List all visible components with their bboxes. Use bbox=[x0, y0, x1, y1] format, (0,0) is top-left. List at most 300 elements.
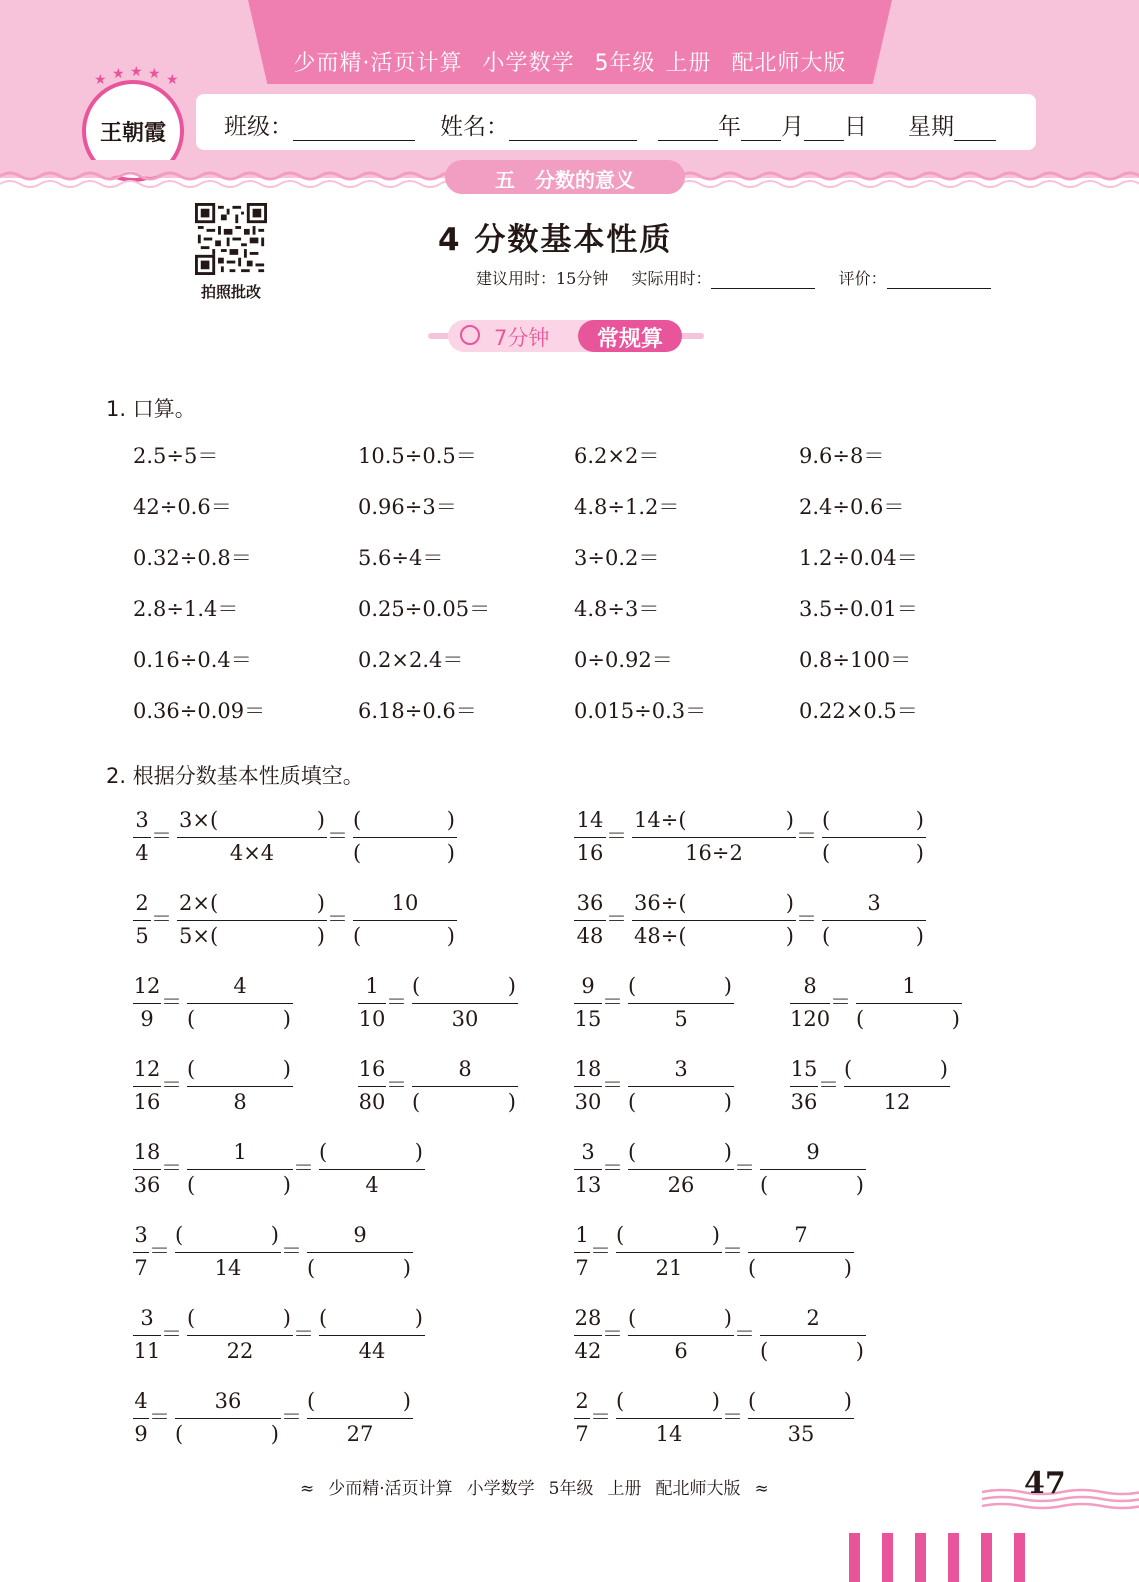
oral-item: 1.2÷0.04＝ bbox=[799, 546, 918, 570]
class-label: 班级： bbox=[224, 114, 293, 140]
fraction-bar bbox=[353, 920, 457, 921]
equals-sign: ＝ bbox=[327, 907, 348, 931]
blank-fraction[interactable] bbox=[822, 889, 926, 955]
given-fraction bbox=[574, 1221, 590, 1287]
answer-blank-open[interactable]: ( bbox=[187, 1173, 196, 1197]
answer-blank-open[interactable]: ( bbox=[187, 1057, 196, 1081]
answer-blank-open[interactable]: ( bbox=[748, 1256, 757, 1280]
numerator: 4 bbox=[233, 974, 247, 998]
oral-item: 0.8÷100＝ bbox=[799, 648, 912, 672]
fraction-bar bbox=[760, 1169, 866, 1170]
answer-blank-close: ) bbox=[723, 1306, 732, 1330]
answer-blank-close: ) bbox=[270, 1223, 279, 1247]
blank-fraction[interactable] bbox=[319, 1138, 425, 1204]
footer-item: 小学数学 bbox=[466, 1479, 535, 1499]
numerator: 28 bbox=[574, 1306, 602, 1330]
given-fraction bbox=[133, 1221, 149, 1287]
class-field[interactable] bbox=[224, 108, 415, 141]
denominator: 7 bbox=[575, 1422, 589, 1446]
given-fraction bbox=[574, 806, 606, 872]
given-fraction bbox=[574, 1055, 602, 1121]
answer-blank-close: ) bbox=[402, 1389, 411, 1413]
fraction-bar bbox=[748, 1252, 854, 1253]
answer-blank-open[interactable]: ( bbox=[307, 1256, 316, 1280]
blank-fraction[interactable] bbox=[307, 1387, 413, 1453]
star-icon: ★ bbox=[148, 66, 161, 82]
weekday-label: 星期 bbox=[908, 114, 954, 140]
answer-blank-close: ) bbox=[270, 1422, 279, 1446]
blank-fraction[interactable] bbox=[187, 1304, 293, 1370]
weekday-blank[interactable] bbox=[954, 118, 996, 141]
name-field[interactable] bbox=[440, 108, 637, 141]
blank-fraction[interactable] bbox=[628, 1138, 734, 1204]
equals-sign: ＝ bbox=[386, 1073, 407, 1097]
oral-item: 0.36÷0.09＝ bbox=[133, 699, 266, 723]
answer-blank-open[interactable]: ( bbox=[187, 1007, 196, 1031]
blank-fraction[interactable] bbox=[175, 1387, 281, 1453]
numerator: 8 bbox=[458, 1057, 472, 1081]
fraction-bar bbox=[133, 1335, 161, 1336]
denominator: 36 bbox=[790, 1090, 818, 1114]
equals-sign: ＝ bbox=[293, 1322, 314, 1346]
equals-sign: ＝ bbox=[281, 1405, 302, 1429]
name-blank[interactable] bbox=[509, 118, 637, 141]
denominator: 36 bbox=[133, 1173, 161, 1197]
fraction-bar bbox=[319, 1335, 425, 1336]
denominator: 5 bbox=[674, 1007, 688, 1031]
page-number: 47 bbox=[1024, 1466, 1066, 1501]
fraction-bar bbox=[574, 920, 606, 921]
given-fraction bbox=[133, 972, 161, 1038]
numerator: 36 bbox=[214, 1389, 242, 1413]
blank-fraction[interactable] bbox=[628, 1304, 734, 1370]
denominator: 4 bbox=[365, 1173, 379, 1197]
fraction-bar bbox=[177, 837, 327, 838]
oral-item: 4.8÷3＝ bbox=[574, 597, 660, 621]
blank-fraction[interactable] bbox=[319, 1304, 425, 1370]
numerator: 3 bbox=[581, 1140, 595, 1164]
numerator: 4 bbox=[134, 1389, 148, 1413]
answer-blank-open[interactable]: 5×( bbox=[179, 924, 219, 948]
fraction-bar bbox=[574, 1418, 590, 1419]
unit-heading bbox=[445, 164, 685, 193]
oral-item: 42÷0.6＝ bbox=[133, 495, 232, 519]
banner-item: 上册 bbox=[665, 51, 712, 76]
star-icon: ★ bbox=[130, 64, 143, 80]
equals-sign: ＝ bbox=[606, 907, 627, 931]
oral-item: 10.5÷0.5＝ bbox=[358, 444, 477, 468]
answer-blank-close: ) bbox=[711, 1389, 720, 1413]
denominator: 9 bbox=[140, 1007, 154, 1031]
blank-fraction[interactable] bbox=[844, 1055, 950, 1121]
blank-fraction[interactable] bbox=[177, 806, 327, 872]
equals-sign: ＝ bbox=[734, 1322, 755, 1346]
denominator: 120 bbox=[790, 1007, 831, 1031]
numerator: 1 bbox=[365, 974, 379, 998]
equals-sign: ＝ bbox=[161, 1322, 182, 1346]
series-banner-text bbox=[248, 46, 892, 77]
given-fraction bbox=[133, 889, 151, 955]
fraction-bar bbox=[133, 1252, 149, 1253]
answer-blank-open[interactable]: ( bbox=[822, 924, 831, 948]
denominator: 80 bbox=[358, 1090, 386, 1114]
denominator: 16 bbox=[576, 841, 604, 865]
clock-icon bbox=[460, 325, 480, 345]
fraction-bar bbox=[822, 920, 926, 921]
answer-blank-close: ) bbox=[282, 1057, 291, 1081]
answer-blank-open[interactable]: ( bbox=[319, 1140, 328, 1164]
answer-blank-close: ) bbox=[414, 1306, 423, 1330]
given-fraction bbox=[574, 1304, 602, 1370]
answer-blank-open[interactable]: ( bbox=[187, 1306, 196, 1330]
blank-fraction[interactable] bbox=[412, 1055, 518, 1121]
answer-blank-open[interactable]: ( bbox=[175, 1422, 184, 1446]
answer-blank-open[interactable]: 14÷( bbox=[634, 808, 687, 832]
month-label: 月 bbox=[781, 114, 804, 140]
edge-stripe bbox=[948, 1533, 959, 1582]
fraction-bar bbox=[628, 1335, 734, 1336]
blank-fraction[interactable] bbox=[760, 1304, 866, 1370]
denominator: 44 bbox=[358, 1339, 386, 1363]
blank-fraction[interactable] bbox=[628, 972, 734, 1038]
answer-blank-close: ) bbox=[446, 808, 455, 832]
answer-blank-open[interactable]: ( bbox=[628, 1140, 637, 1164]
answer-blank-open[interactable]: ( bbox=[760, 1173, 769, 1197]
fraction-bar bbox=[353, 837, 457, 838]
fraction-bar bbox=[628, 1086, 734, 1087]
denominator: 11 bbox=[133, 1339, 161, 1363]
answer-blank-close: ) bbox=[915, 841, 924, 865]
denominator: 48 bbox=[576, 924, 604, 948]
given-fraction bbox=[574, 889, 606, 955]
fraction-bar bbox=[133, 1169, 161, 1170]
equals-sign: ＝ bbox=[151, 907, 172, 931]
numerator: 9 bbox=[353, 1223, 367, 1247]
edge-stripe bbox=[981, 1533, 992, 1582]
blank-fraction[interactable] bbox=[856, 972, 962, 1038]
answer-blank-close: ) bbox=[785, 924, 794, 948]
fraction-bar bbox=[307, 1418, 413, 1419]
equals-sign: ＝ bbox=[602, 1156, 623, 1180]
denominator: 7 bbox=[575, 1256, 589, 1280]
answer-blank-close: ) bbox=[915, 924, 924, 948]
fraction-bar bbox=[574, 1335, 602, 1336]
banner-item: 小学数学 bbox=[482, 51, 575, 76]
weekday-field[interactable] bbox=[908, 108, 996, 141]
fraction-bar bbox=[177, 920, 327, 921]
denominator: 13 bbox=[574, 1173, 602, 1197]
actual-time-blank[interactable] bbox=[711, 270, 815, 289]
month-blank[interactable] bbox=[741, 118, 781, 141]
footer-item: 配北师大版 bbox=[655, 1479, 741, 1499]
fraction-bar bbox=[412, 1086, 518, 1087]
year-blank[interactable] bbox=[658, 118, 718, 141]
denominator: 27 bbox=[346, 1422, 374, 1446]
answer-blank-close: ) bbox=[915, 808, 924, 832]
answer-blank-open[interactable]: ( bbox=[628, 1306, 637, 1330]
rating-blank[interactable] bbox=[887, 270, 991, 289]
actual-time-label: 实际用时： bbox=[631, 269, 712, 288]
blank-fraction[interactable] bbox=[187, 1138, 293, 1204]
fraction-bar bbox=[574, 837, 606, 838]
given-fraction bbox=[790, 1055, 818, 1121]
time-info-row bbox=[476, 266, 1009, 289]
numerator: 2 bbox=[806, 1306, 820, 1330]
blank-fraction[interactable] bbox=[616, 1387, 722, 1453]
fraction-bar bbox=[632, 920, 796, 921]
qr-code-icon[interactable] bbox=[193, 203, 269, 275]
blank-fraction[interactable] bbox=[353, 889, 457, 955]
answer-blank-close: ) bbox=[507, 974, 516, 998]
denominator: 22 bbox=[226, 1339, 254, 1363]
answer-blank-open[interactable]: ( bbox=[822, 808, 831, 832]
oral-item: 0.2×2.4＝ bbox=[358, 648, 464, 672]
fraction-bar bbox=[790, 1086, 818, 1087]
answer-blank-open[interactable]: ( bbox=[760, 1339, 769, 1363]
equals-sign: ＝ bbox=[602, 990, 623, 1014]
blank-fraction[interactable] bbox=[187, 1055, 293, 1121]
answer-blank-close: ) bbox=[316, 808, 325, 832]
unit-title: 分数的意义 bbox=[535, 168, 635, 192]
fraction-bar bbox=[133, 1418, 149, 1419]
denominator: 9 bbox=[134, 1422, 148, 1446]
answer-blank-close: ) bbox=[723, 974, 732, 998]
edge-stripe bbox=[849, 1533, 860, 1582]
oral-item: 0÷0.92＝ bbox=[574, 648, 673, 672]
unit-number: 五 bbox=[495, 168, 515, 192]
answer-blank-close: ) bbox=[785, 808, 794, 832]
fraction-bar bbox=[187, 1335, 293, 1336]
oral-item: 3.5÷0.01＝ bbox=[799, 597, 918, 621]
blank-fraction[interactable] bbox=[748, 1387, 854, 1453]
answer-blank-close: ) bbox=[282, 1007, 291, 1031]
blank-fraction[interactable] bbox=[632, 889, 796, 955]
equals-sign: ＝ bbox=[151, 824, 172, 848]
answer-blank-open[interactable]: ( bbox=[844, 1057, 853, 1081]
numerator: 1 bbox=[902, 974, 916, 998]
equals-sign: ＝ bbox=[293, 1156, 314, 1180]
answer-blank-open[interactable]: ( bbox=[748, 1389, 757, 1413]
equals-sign: ＝ bbox=[830, 990, 851, 1014]
section-label: 常规算 bbox=[596, 327, 663, 352]
fraction-bar bbox=[822, 837, 926, 838]
equals-sign: ＝ bbox=[161, 990, 182, 1014]
fraction-bar bbox=[628, 1003, 734, 1004]
oral-item: 6.18÷0.6＝ bbox=[358, 699, 477, 723]
rating-label: 评价： bbox=[838, 269, 887, 288]
given-fraction bbox=[574, 1138, 602, 1204]
banner-item: 少而精·活页计算 bbox=[293, 51, 463, 76]
fraction-bar bbox=[187, 1086, 293, 1087]
qr-caption: 拍照批改 bbox=[200, 283, 261, 301]
answer-blank-open[interactable]: ( bbox=[616, 1389, 625, 1413]
answer-blank-open[interactable]: 2×( bbox=[179, 891, 219, 915]
oral-item: 0.32÷0.8＝ bbox=[133, 546, 252, 570]
blank-fraction[interactable] bbox=[307, 1221, 413, 1287]
fraction-bar bbox=[187, 1169, 293, 1170]
numerator: 1 bbox=[233, 1140, 247, 1164]
blank-fraction[interactable] bbox=[748, 1221, 854, 1287]
answer-blank-close: ) bbox=[446, 924, 455, 948]
blank-fraction[interactable] bbox=[632, 806, 796, 872]
answer-blank-close: ) bbox=[316, 924, 325, 948]
answer-blank-open[interactable]: ( bbox=[616, 1223, 625, 1247]
answer-blank-open[interactable]: ( bbox=[353, 808, 362, 832]
blank-fraction[interactable] bbox=[616, 1221, 722, 1287]
fraction-bar bbox=[844, 1086, 950, 1087]
star-icon: ★ bbox=[94, 72, 107, 88]
fraction-bar bbox=[748, 1418, 854, 1419]
equals-sign: ＝ bbox=[590, 1239, 611, 1263]
given-fraction bbox=[358, 1055, 386, 1121]
answer-blank-open[interactable]: ( bbox=[307, 1389, 316, 1413]
denominator: 16 bbox=[133, 1090, 161, 1114]
equals-sign: ＝ bbox=[149, 1239, 170, 1263]
fraction-bar bbox=[319, 1169, 425, 1170]
equals-sign: ＝ bbox=[606, 824, 627, 848]
blank-fraction[interactable] bbox=[353, 806, 457, 872]
answer-blank-open[interactable]: ( bbox=[353, 841, 362, 865]
blank-fraction[interactable] bbox=[760, 1138, 866, 1204]
suggested-time: 建议用时：15分钟 bbox=[476, 269, 609, 288]
oral-item: 0.25÷0.05＝ bbox=[358, 597, 491, 621]
fraction-bar bbox=[307, 1252, 413, 1253]
answer-blank-open[interactable]: ( bbox=[412, 1090, 421, 1114]
denominator: 42 bbox=[574, 1339, 602, 1363]
numerator: 18 bbox=[574, 1057, 602, 1081]
answer-blank-open[interactable]: 3×( bbox=[179, 808, 219, 832]
answer-blank-open[interactable]: ( bbox=[412, 974, 421, 998]
date-field[interactable] bbox=[658, 108, 867, 141]
denominator: 10 bbox=[358, 1007, 386, 1031]
given-fraction bbox=[133, 806, 151, 872]
denominator: 7 bbox=[134, 1256, 148, 1280]
blank-fraction[interactable] bbox=[175, 1221, 281, 1287]
question-1-heading: 1. 口算。 bbox=[106, 397, 196, 421]
numerator: 3 bbox=[135, 808, 149, 832]
numerator: 9 bbox=[581, 974, 595, 998]
given-fraction bbox=[574, 972, 602, 1038]
denominator: 6 bbox=[674, 1339, 688, 1363]
equals-sign: ＝ bbox=[602, 1073, 623, 1097]
fraction-bar bbox=[632, 837, 796, 838]
edge-stripe bbox=[1014, 1533, 1025, 1582]
fraction-bar bbox=[790, 1003, 830, 1004]
answer-blank-open[interactable]: 48÷( bbox=[634, 924, 687, 948]
numerator: 3 bbox=[674, 1057, 688, 1081]
oral-item: 9.6÷8＝ bbox=[799, 444, 885, 468]
fraction-bar bbox=[628, 1169, 734, 1170]
name-label: 姓名： bbox=[440, 114, 509, 140]
blank-fraction[interactable] bbox=[412, 972, 518, 1038]
answer-blank-open[interactable]: ( bbox=[319, 1306, 328, 1330]
given-fraction bbox=[574, 1387, 590, 1453]
numerator: 36 bbox=[576, 891, 604, 915]
fraction-bar bbox=[574, 1169, 602, 1170]
equals-sign: ＝ bbox=[818, 1073, 839, 1097]
fraction-bar bbox=[175, 1418, 281, 1419]
given-fraction bbox=[133, 1304, 161, 1370]
blank-fraction[interactable] bbox=[628, 1055, 734, 1121]
equals-sign: ＝ bbox=[734, 1156, 755, 1180]
denominator: 14 bbox=[214, 1256, 242, 1280]
banner-item: 配北师大版 bbox=[731, 51, 847, 76]
answer-blank-open[interactable]: ( bbox=[856, 1007, 865, 1031]
answer-blank-close: ) bbox=[402, 1256, 411, 1280]
edge-stripe bbox=[915, 1533, 926, 1582]
equals-sign: ＝ bbox=[161, 1156, 182, 1180]
blank-fraction[interactable] bbox=[187, 972, 293, 1038]
answer-blank-open[interactable]: ( bbox=[628, 1090, 637, 1114]
numerator: 16 bbox=[358, 1057, 386, 1081]
given-fraction bbox=[133, 1055, 161, 1121]
fraction-bar bbox=[616, 1252, 722, 1253]
fraction-bar bbox=[574, 1086, 602, 1087]
blank-fraction[interactable] bbox=[177, 889, 327, 955]
numerator: 3 bbox=[134, 1223, 148, 1247]
oral-item: 3÷0.2＝ bbox=[574, 546, 660, 570]
equals-sign: ＝ bbox=[149, 1405, 170, 1429]
fraction-bar bbox=[187, 1003, 293, 1004]
numerator: 9 bbox=[806, 1140, 820, 1164]
answer-blank-open[interactable]: ( bbox=[628, 974, 637, 998]
numerator: 3 bbox=[867, 891, 881, 915]
given-fraction bbox=[133, 1138, 161, 1204]
answer-blank-close: ) bbox=[843, 1256, 852, 1280]
answer-blank-open[interactable]: ( bbox=[822, 841, 831, 865]
oral-item: 6.2×2＝ bbox=[574, 444, 660, 468]
denominator: 5 bbox=[135, 924, 149, 948]
edge-stripe bbox=[882, 1533, 893, 1582]
fraction-bar bbox=[133, 837, 151, 838]
answer-blank-close: ) bbox=[855, 1339, 864, 1363]
numerator: 2 bbox=[135, 891, 149, 915]
denominator: 14 bbox=[655, 1422, 683, 1446]
answer-blank-open[interactable]: ( bbox=[353, 924, 362, 948]
answer-blank-open[interactable]: ( bbox=[175, 1223, 184, 1247]
fraction-bar bbox=[358, 1086, 386, 1087]
class-blank[interactable] bbox=[293, 118, 415, 141]
given-fraction bbox=[133, 1387, 149, 1453]
oral-item: 4.8÷1.2＝ bbox=[574, 495, 680, 519]
wave-icon: ≈ bbox=[754, 1479, 769, 1499]
numerator: 12 bbox=[133, 1057, 161, 1081]
answer-blank-open[interactable]: 36÷( bbox=[634, 891, 687, 915]
answer-blank-close: ) bbox=[711, 1223, 720, 1247]
answer-blank-close: ) bbox=[282, 1173, 291, 1197]
denominator: 12 bbox=[883, 1090, 911, 1114]
day-blank[interactable] bbox=[804, 118, 844, 141]
brand-logo-text: 王朝霞 bbox=[99, 121, 166, 146]
equals-sign: ＝ bbox=[327, 824, 348, 848]
oral-item: 2.5÷5＝ bbox=[133, 444, 219, 468]
blank-fraction[interactable] bbox=[822, 806, 926, 872]
numerator: 10 bbox=[391, 891, 419, 915]
fraction-bar bbox=[760, 1335, 866, 1336]
banner-item: 5年级 bbox=[594, 51, 656, 76]
answer-blank-close: ) bbox=[446, 841, 455, 865]
denominator: 16÷2 bbox=[685, 841, 743, 865]
equals-sign: ＝ bbox=[796, 824, 817, 848]
oral-item: 0.96÷3＝ bbox=[358, 495, 457, 519]
equals-sign: ＝ bbox=[386, 990, 407, 1014]
fraction-bar bbox=[133, 1086, 161, 1087]
oral-item: 2.4÷0.6＝ bbox=[799, 495, 905, 519]
fraction-bar bbox=[412, 1003, 518, 1004]
denominator: 30 bbox=[451, 1007, 479, 1031]
denominator: 21 bbox=[655, 1256, 683, 1280]
answer-blank-close: ) bbox=[723, 1140, 732, 1164]
